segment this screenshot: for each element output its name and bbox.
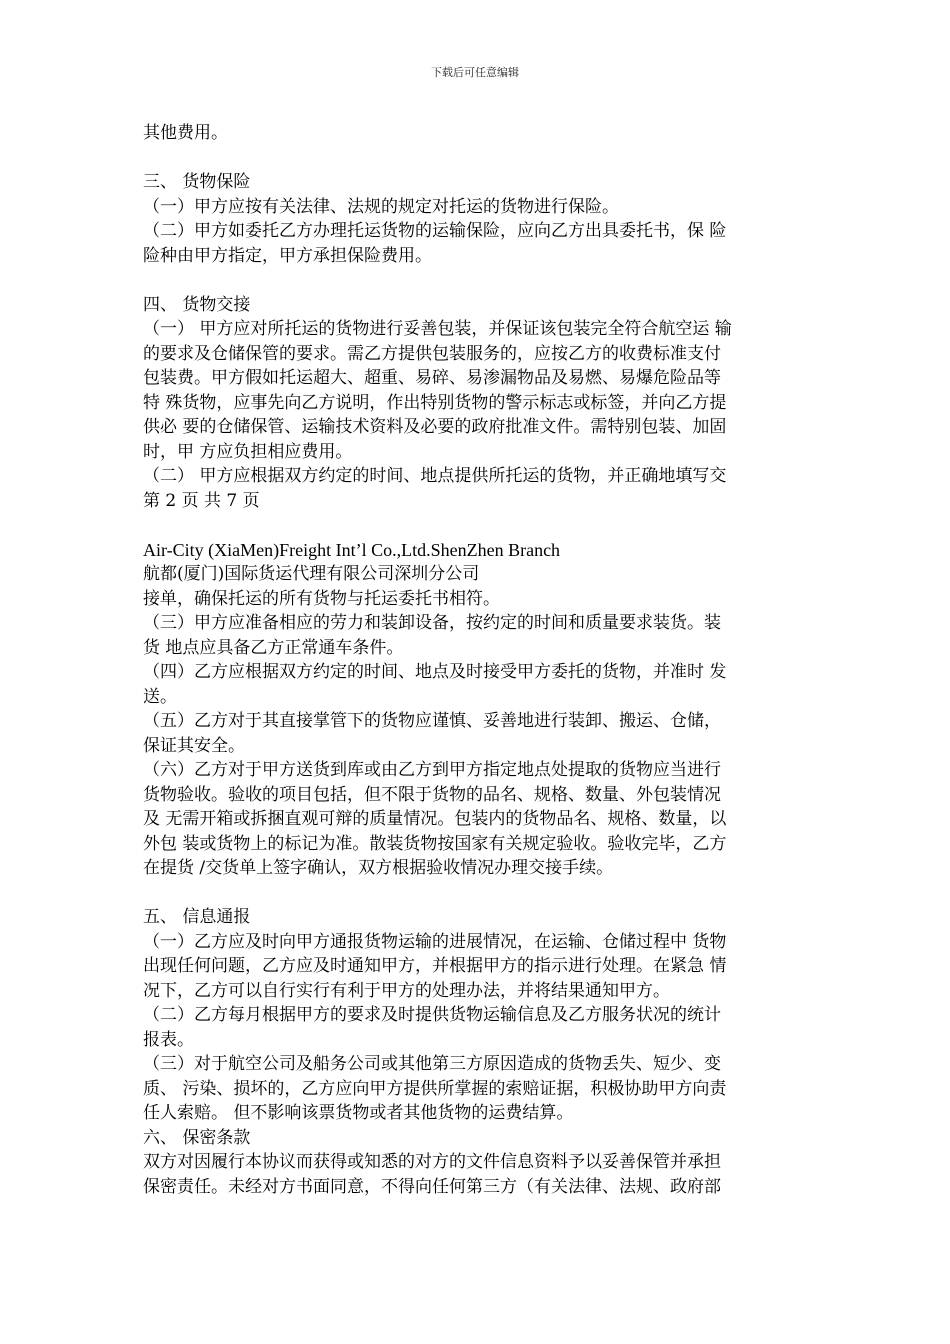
text-line: 包装费。甲方假如托运超大、超重、易碎、易渗漏物品及易燃、易爆危险品等 — [143, 368, 721, 388]
text-line: 货 地点应具备乙方正常通车条件。 — [143, 637, 404, 658]
text-line: 报表。 — [143, 1029, 194, 1050]
company-name-english: Air-City (XiaMen)Freight Int’l Co.,Ltd.ShenZhen Branch — [143, 539, 561, 560]
blank-line — [143, 881, 808, 906]
section-heading-3: 三、 货物保险 — [143, 172, 251, 192]
text-line: （五）乙方对于其直接掌管下的货物应谨慎、妥善地进行装卸、搬运、仓储， — [143, 711, 721, 731]
text-line: 任人索赔。 但不影响该票货物或者其他货物的运费结算。 — [143, 1103, 574, 1123]
text-line: 供必 要的仓储保管、运输技术资料及必要的政府批准文件。需特别包装、加固 — [143, 417, 727, 437]
blank-line — [143, 513, 808, 538]
text-line: （二）乙方每月根据甲方的要求及时提供货物运输信息及乙方服务状况的统计 — [143, 1005, 721, 1025]
section-heading-5: 五、 信息通报 — [143, 907, 251, 927]
text-line: 送。 — [143, 686, 177, 707]
text-line: 时，甲 方应负担相应费用。 — [143, 441, 353, 462]
text-line: （三）甲方应准备相应的劳力和装卸设备，按约定的时间和质量要求装货。装 — [143, 613, 721, 633]
section-heading-4: 四、 货物交接 — [143, 294, 251, 315]
text-line: 货物验收。验收的项目包括，但不限于货物的品名、规格、数量、外包装情况 — [143, 784, 721, 805]
text-line: 外包 装或货物上的标记为准。散装货物按国家有关规定验收。验收完毕，乙方 — [143, 833, 727, 854]
blank-line — [143, 146, 808, 171]
page-number: 第 2 页 共 7 页 — [143, 490, 260, 511]
text-line: 的要求及仓储保管的要求。需乙方提供包装服务的，应按乙方的收费标准支付 — [143, 343, 721, 364]
page-header: 下载后可任意编辑 — [431, 66, 519, 79]
text-line: （一） 甲方应对所托运的货物进行妥善包装，并保证该包装完全符合航空运 输 — [143, 319, 732, 339]
text-line: 在提货 /交货单上签字确认，双方根据验收情况办理交接手续。 — [143, 858, 614, 878]
text-line: 双方对因履行本协议而获得或知悉的对方的文件信息资料予以妥善保管并承担 — [143, 1152, 721, 1172]
text-line: 况下，乙方可以自行实行有利于甲方的处理办法，并将结果通知甲方。 — [143, 980, 670, 1001]
blank-line — [143, 268, 808, 293]
section-heading-6: 六、 保密条款 — [143, 1127, 251, 1148]
company-name-chinese: 航都(厦门)国际货运代理有限公司深圳分公司 — [143, 564, 480, 584]
text-line: 出现任何问题，乙方应及时通知甲方，并根据甲方的指示进行处理。在紧急 情 — [143, 956, 727, 976]
text-line: （四）乙方应根据双方约定的时间、地点及时接受甲方委托的货物，并准时 发 — [143, 662, 727, 682]
text-line: （二） 甲方应根据双方约定的时间、地点提供所托运的货物，并正确地填写交 — [143, 466, 727, 486]
text-line: 及 无需开箱或拆捆直观可辩的质量情况。包装内的货物品名、规格、数量，以 — [143, 809, 727, 829]
text-line: 特 殊货物，应事先向乙方说明，作出特别货物的警示标志或标签，并向乙方提 — [143, 392, 727, 413]
text-line: 质、 污染、损坏的，乙方应向甲方提供所掌握的索赔证据，积极协助甲方向责 — [143, 1078, 727, 1099]
text-line: 接单，确保托运的所有货物与托运委托书相符。 — [143, 588, 500, 609]
text-line: （二）甲方如委托乙方办理托运货物的运输保险，应向乙方出具委托书，保 险 — [143, 221, 727, 241]
text-line: 保证其安全。 — [143, 735, 245, 756]
text-line: 其他费用。 — [143, 123, 228, 143]
text-line: 险种由甲方指定，甲方承担保险费用。 — [143, 245, 432, 266]
text-line: （六）乙方对于甲方送货到库或由乙方到甲方指定地点处提取的货物应当进行 — [143, 760, 721, 780]
document-body — [143, 121, 808, 1199]
text-line: （一）甲方应按有关法律、法规的规定对托运的货物进行保险。 — [143, 196, 619, 217]
text-line: （一）乙方应及时向甲方通报货物运输的进展情况，在运输、仓储过程中 货物 — [143, 931, 727, 952]
text-line: 保密责任。未经对方书面同意，不得向任何第三方（有关法律、法规、政府部 — [143, 1176, 721, 1197]
text-line: （三）对于航空公司及船务公司或其他第三方原因造成的货物丢失、短少、变 — [143, 1054, 721, 1074]
